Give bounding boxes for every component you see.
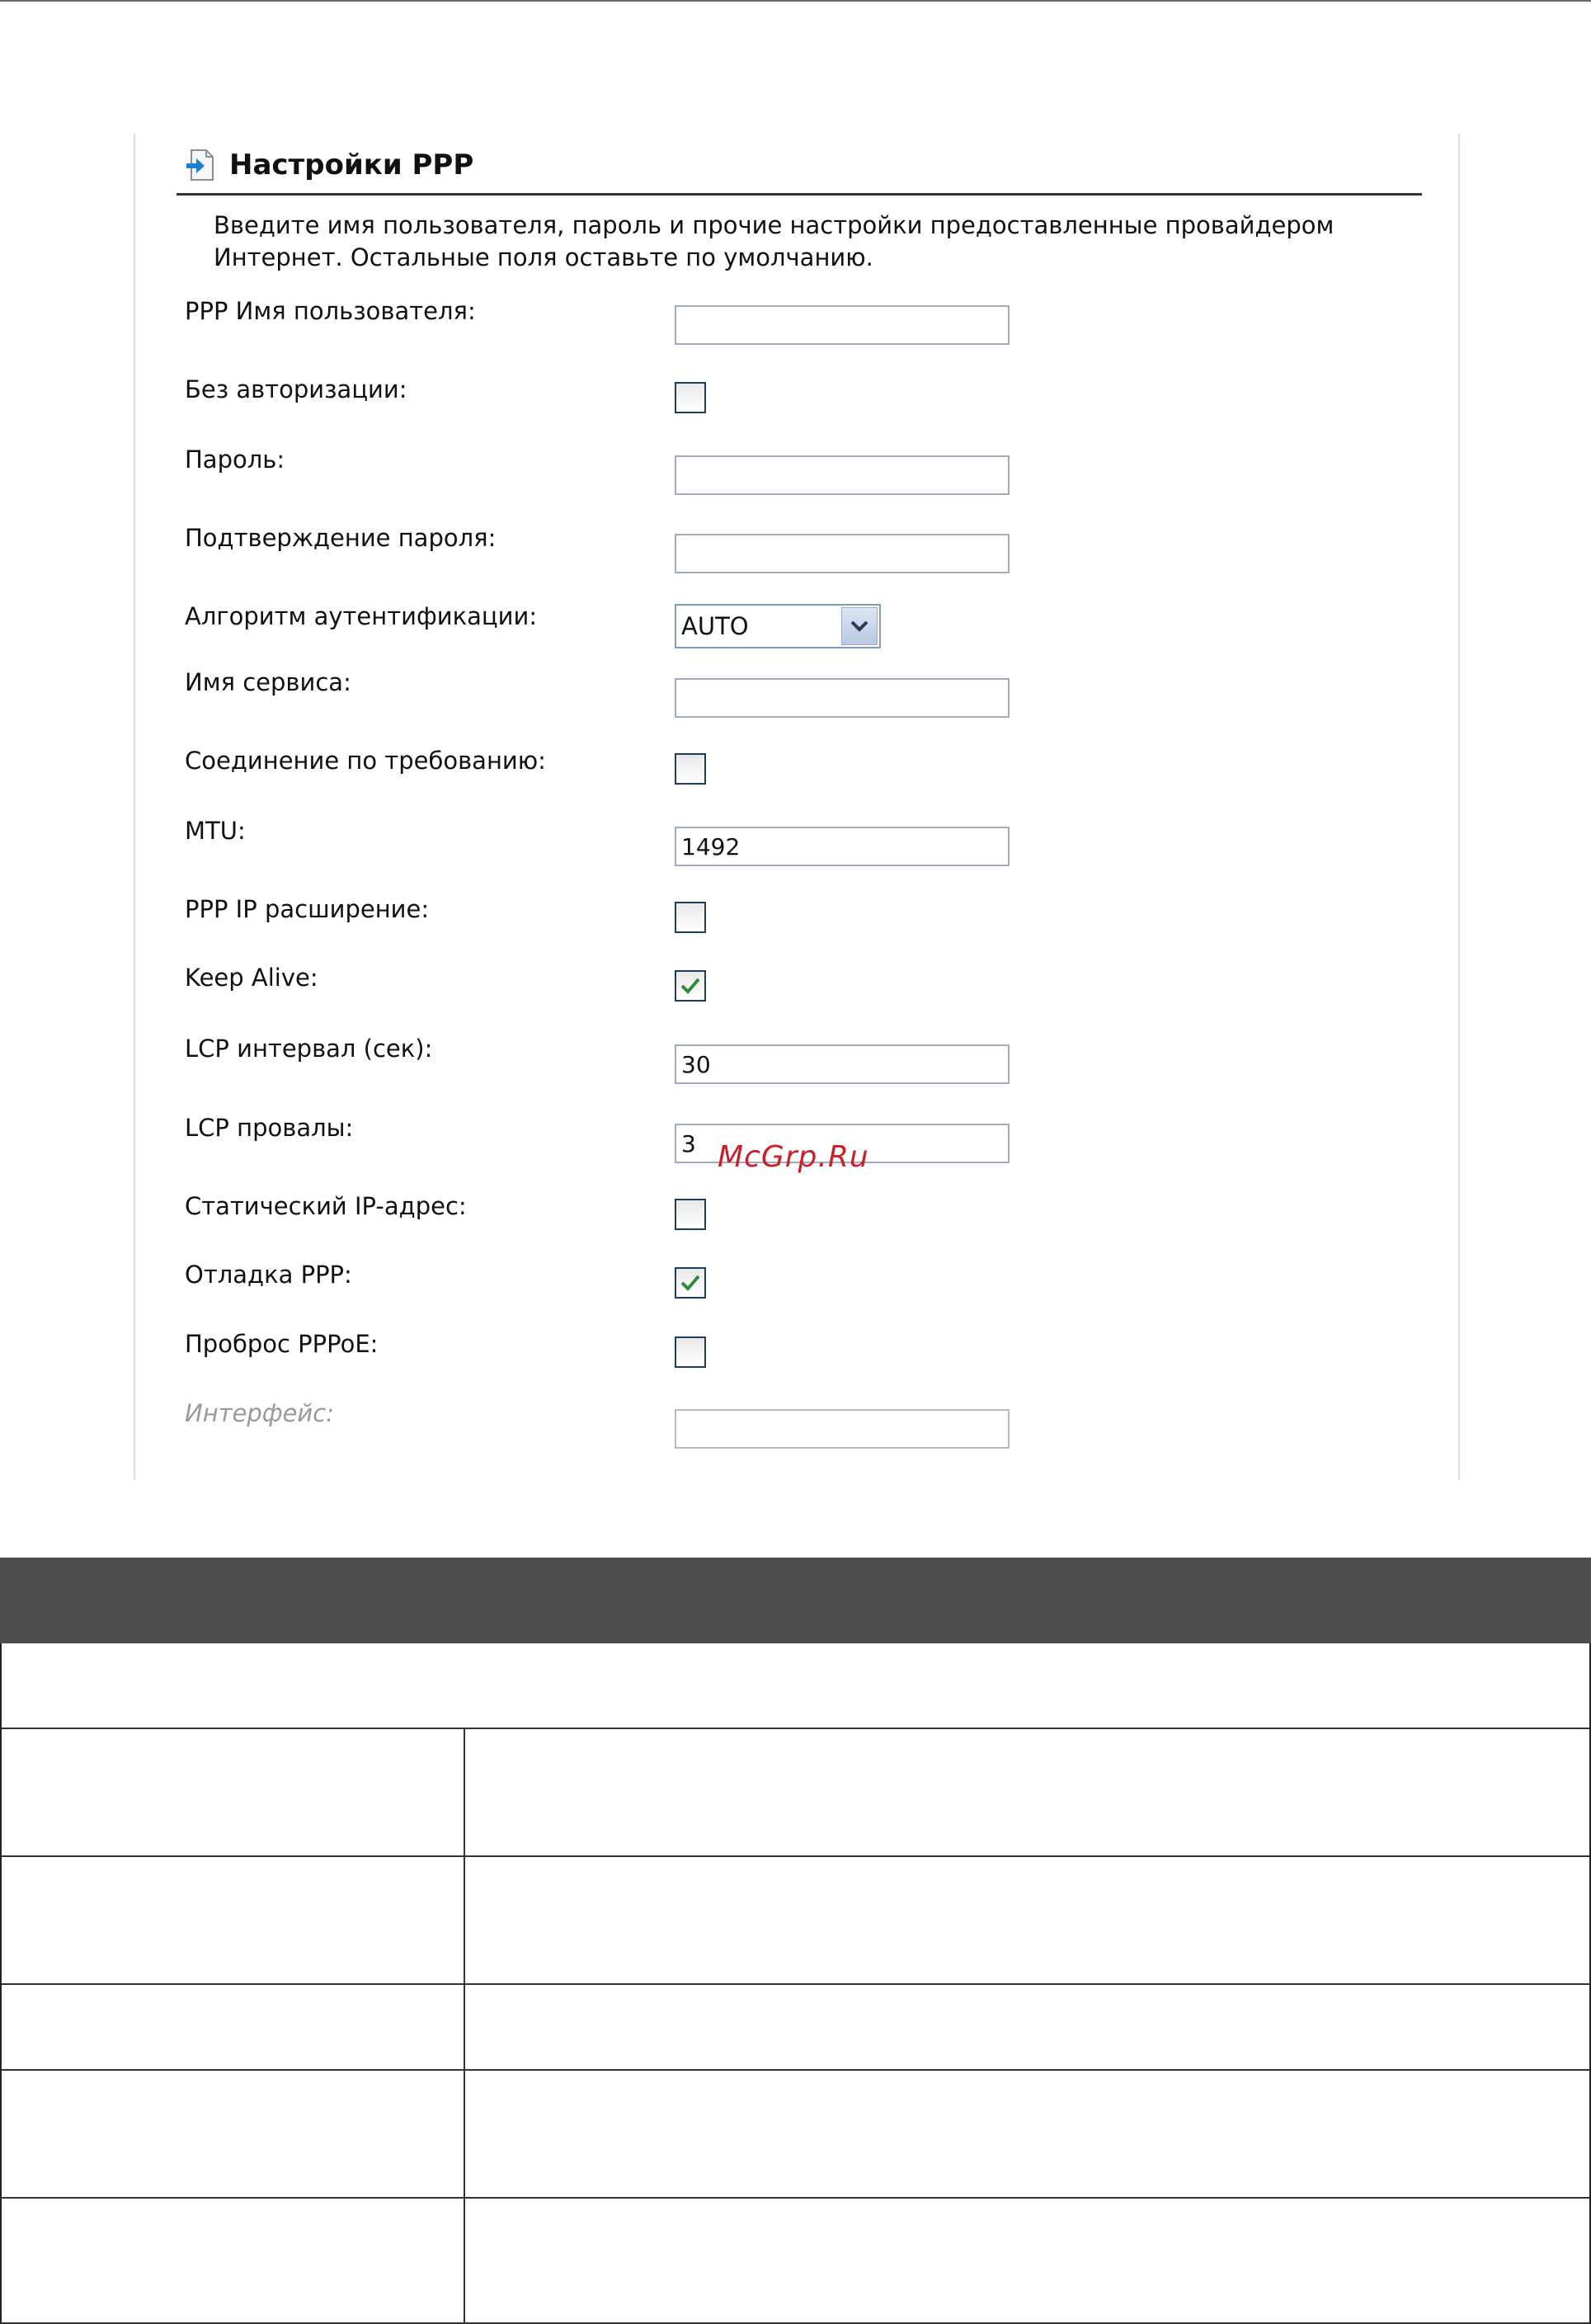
auth-algorithm-select[interactable] [675,604,881,648]
row-auth-algorithm [135,602,1458,652]
ip-extension-label: PPP IP расширение: [185,895,430,923]
ip-extension-checkbox[interactable] [675,902,706,933]
checkmark-icon [679,974,702,997]
title-divider [177,193,1422,196]
section-title: Настройки PPP [229,148,474,181]
ppp-debug-checkbox[interactable] [675,1267,706,1299]
mtu-label: MTU: [185,817,246,845]
intro-text: Введите имя пользователя, пароль и прочие настройки предоставленные провайдером Интернет. Остальные поля оставьте по умолчанию. [214,211,1334,271]
static-ip-checkbox[interactable] [675,1199,706,1230]
on-demand-label: Соединение по требованию: [185,747,546,775]
service-name-label: Имя сервиса: [185,668,351,696]
table-row [2,1985,1589,2071]
lcp-fails-label: LCP провалы: [185,1114,354,1142]
row-lcp-interval [135,1035,1458,1084]
table-row [2,1857,1589,1985]
page-arrow-icon [185,148,216,181]
password-confirm-label: Подтверждение пароля: [185,524,497,552]
mtu-input[interactable] [675,827,1010,866]
ppp-settings-panel [134,134,1460,1480]
row-keep-alive [135,964,1458,1013]
auth-algorithm-label: Алгоритм аутентификации: [185,602,538,630]
keep-alive-checkbox[interactable] [675,970,706,1002]
row-no-auth [135,375,1458,425]
parameter-table [0,1643,1591,2324]
row-password-confirm [135,524,1458,573]
checkmark-icon [679,1271,702,1294]
service-name-input[interactable] [675,678,1010,718]
row-ip-extension [135,895,1458,945]
lcp-interval-input[interactable] [675,1044,1010,1084]
on-demand-checkbox[interactable] [675,753,706,785]
chevron-down-icon [850,619,869,634]
watermark: McGrp.Ru [718,1140,869,1174]
table-row [2,1729,1589,1857]
dropdown-button[interactable] [841,607,878,645]
password-input[interactable] [675,455,1010,495]
row-username [135,297,1458,346]
row-interface [135,1399,1458,1449]
username-label: PPP Имя пользователя: [185,297,476,325]
auth-algorithm-value: AUTO [681,612,749,640]
no-auth-label: Без авторизации: [185,375,407,403]
interface-label: Интерфейс: [185,1399,334,1427]
row-static-ip [135,1192,1458,1242]
ppp-debug-label: Отладка PPP: [185,1261,352,1289]
row-ppp-debug [135,1261,1458,1310]
pppoe-passthrough-checkbox[interactable] [675,1336,706,1368]
top-rule [0,0,1591,2]
row-password [135,445,1458,495]
row-service-name [135,668,1458,718]
no-auth-checkbox[interactable] [675,382,706,413]
row-mtu [135,817,1458,866]
username-input[interactable] [675,305,1010,345]
table-section-row [2,1643,1589,1729]
table-row [2,2199,1589,2324]
interface-input [675,1409,1010,1449]
password-label: Пароль: [185,445,285,474]
static-ip-label: Статический IP-адрес: [185,1192,467,1220]
pppoe-passthrough-label: Проброс PPPoE: [185,1330,379,1358]
table-header-bar [0,1558,1591,1643]
section-header [185,148,473,181]
keep-alive-label: Keep Alive: [185,964,318,992]
password-confirm-input[interactable] [675,534,1010,573]
row-on-demand [135,747,1458,796]
lcp-interval-label: LCP интервал (сек): [185,1035,433,1063]
table-row [2,2071,1589,2199]
row-pppoe-passthrough [135,1330,1458,1379]
